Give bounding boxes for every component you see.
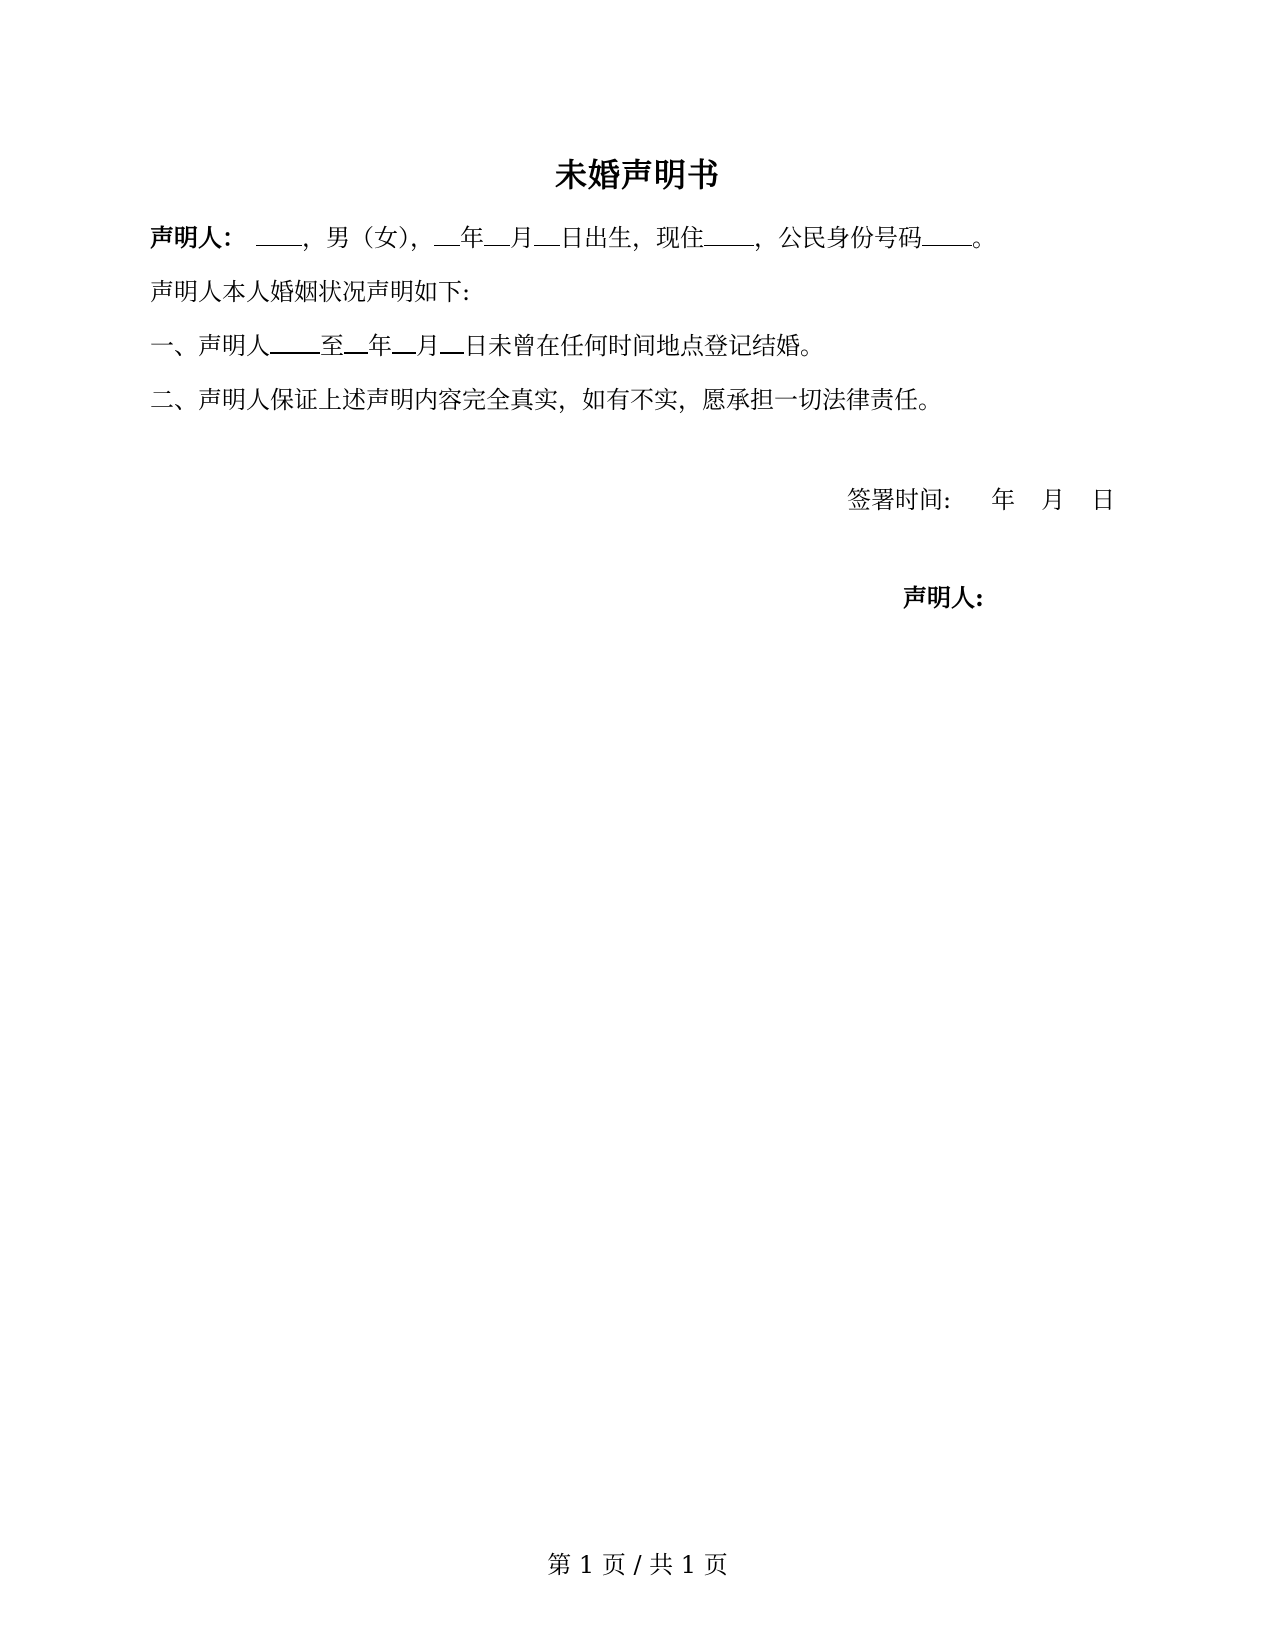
clause-one [150,330,824,362]
name-blank-2 [270,330,320,354]
text-segment: 至 [320,332,344,360]
text-segment: 月 [510,224,534,252]
signing-time [847,480,1115,515]
document-title: 未婚声明书 [554,156,720,194]
signing-month: 月 [1041,486,1066,514]
text-segment: 日未曾在任何时间地点登记结婚。 [464,332,824,360]
until-year-blank [344,330,368,354]
text-segment: 日出生，现住 [560,224,704,252]
declarant-label: 声明人： [150,223,246,252]
clause-two: 二、声明人保证上述声明内容完全真实，如有不实，愿承担一切法律责任。 [150,386,942,414]
birth-year-blank [434,223,460,246]
text-segment: 一、声明人 [150,332,270,360]
text-segment: ，公民身份号码 [754,224,922,252]
until-month-blank [392,330,416,354]
text-segment: 。 [972,224,996,252]
signing-year: 年 [991,486,1016,514]
until-day-blank [440,330,464,354]
text-segment: 年 [460,224,484,252]
signing-time-label: 签署时间: [847,486,952,514]
text-segment: ，男（女）， [302,224,434,252]
birth-day-blank [534,223,560,246]
statement-intro: 声明人本人婚姻状况声明如下: [150,278,471,306]
text-segment: 月 [416,332,440,360]
text-segment: 年 [368,332,392,360]
page-footer: 第 1 页 / 共 1 页 [547,1551,728,1579]
declarant-info-line [150,222,996,254]
signing-day: 日 [1091,486,1116,514]
birth-month-blank [484,223,510,246]
address-blank [704,223,754,246]
id-number-blank [922,223,972,246]
name-blank [256,223,302,246]
declarant-signature-label: 声明人: [903,583,984,612]
